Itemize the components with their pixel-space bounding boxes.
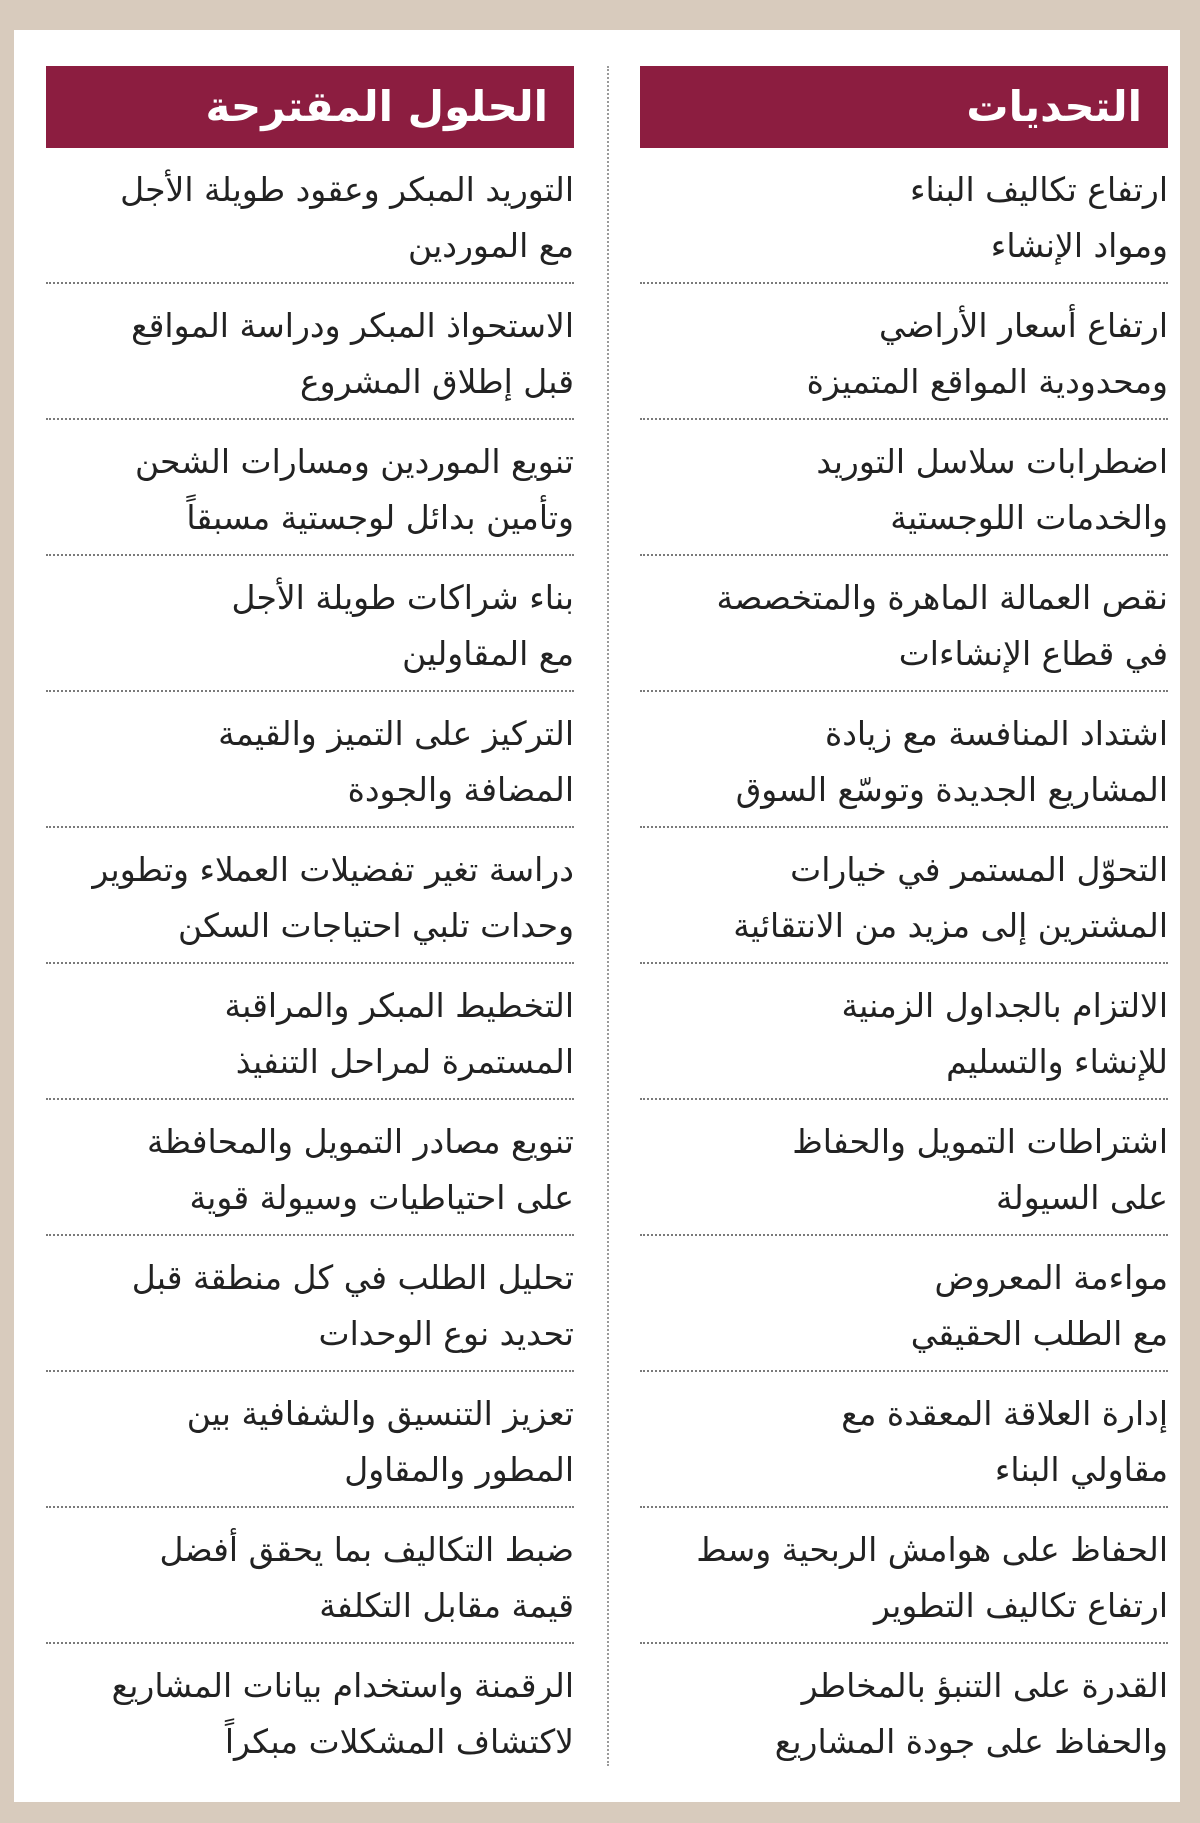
solution-item xyxy=(46,692,574,828)
solution-item xyxy=(46,1100,574,1236)
solutions-column xyxy=(46,66,574,1780)
challenges-column xyxy=(640,66,1168,1780)
item-line: المستمرة لمراحل التنفيذ xyxy=(235,1042,574,1081)
challenge-item xyxy=(640,964,1168,1100)
item-line: ارتفاع تكاليف التطوير xyxy=(873,1586,1168,1625)
item-line: بناء شراكات طويلة الأجل xyxy=(231,578,574,617)
solutions-list xyxy=(46,148,574,1780)
column-divider xyxy=(607,66,609,1766)
item-line: على احتياطيات وسيولة قوية xyxy=(189,1178,574,1217)
item-line: قبل إطلاق المشروع xyxy=(299,362,574,401)
challenges-header: التحديات xyxy=(640,66,1168,148)
item-line: المضافة والجودة xyxy=(347,770,574,809)
item-line: تنويع الموردين ومسارات الشحن xyxy=(134,442,574,481)
item-line: مواءمة المعروض xyxy=(934,1258,1168,1297)
item-line: ومواد الإنشاء xyxy=(990,226,1168,265)
challenge-item xyxy=(640,828,1168,964)
item-line: مقاولي البناء xyxy=(994,1450,1168,1489)
solution-item xyxy=(46,964,574,1100)
item-line: للإنشاء والتسليم xyxy=(946,1042,1168,1081)
item-line: القدرة على التنبؤ بالمخاطر xyxy=(801,1666,1168,1705)
solution-item xyxy=(46,1508,574,1644)
solutions-header: الحلول المقترحة xyxy=(46,66,574,148)
item-line: والخدمات اللوجستية xyxy=(890,498,1168,537)
item-line: تحديد نوع الوحدات xyxy=(318,1314,574,1353)
challenge-item xyxy=(640,692,1168,828)
solution-item xyxy=(46,1644,574,1780)
challenge-item xyxy=(640,420,1168,556)
challenge-item xyxy=(640,1100,1168,1236)
challenge-item xyxy=(640,148,1168,284)
item-line: التحوّل المستمر في خيارات xyxy=(790,850,1168,889)
item-line: ارتفاع أسعار الأراضي xyxy=(878,306,1168,345)
item-line: تعزيز التنسيق والشفافية بين xyxy=(186,1394,574,1433)
item-line: الاستحواذ المبكر ودراسة المواقع xyxy=(131,306,574,345)
item-line: إدارة العلاقة المعقدة مع xyxy=(841,1394,1168,1433)
item-line: اشتراطات التمويل والحفاظ xyxy=(792,1122,1168,1161)
item-line: اشتداد المنافسة مع زيادة xyxy=(824,714,1168,753)
item-line: الرقمنة واستخدام بيانات المشاريع xyxy=(111,1666,574,1705)
item-line: وتأمين بدائل لوجستية مسبقاً xyxy=(186,498,574,537)
item-line: والحفاظ على جودة المشاريع xyxy=(774,1722,1168,1761)
item-line: الحفاظ على هوامش الربحية وسط xyxy=(696,1530,1168,1569)
challenge-item xyxy=(640,1372,1168,1508)
item-line: ضبط التكاليف بما يحقق أفضل xyxy=(159,1530,574,1569)
item-line: ارتفاع تكاليف البناء xyxy=(909,170,1168,209)
item-line: اضطرابات سلاسل التوريد xyxy=(816,442,1168,481)
item-line: المطور والمقاول xyxy=(344,1450,574,1489)
item-line: الالتزام بالجداول الزمنية xyxy=(841,986,1168,1025)
item-line: وحدات تلبي احتياجات السكن xyxy=(178,906,574,945)
challenge-item xyxy=(640,284,1168,420)
solution-item xyxy=(46,828,574,964)
challenge-item xyxy=(640,1644,1168,1780)
challenge-item xyxy=(640,1508,1168,1644)
item-line: على السيولة xyxy=(995,1178,1168,1217)
solution-item xyxy=(46,556,574,692)
item-line: نقص العمالة الماهرة والمتخصصة xyxy=(716,578,1168,617)
item-line: المشاريع الجديدة وتوسّع السوق xyxy=(735,770,1168,809)
challenge-item xyxy=(640,1236,1168,1372)
item-line: لاكتشاف المشكلات مبكراً xyxy=(224,1722,574,1761)
item-line: مع الطلب الحقيقي xyxy=(910,1314,1168,1353)
challenge-item xyxy=(640,556,1168,692)
solution-item xyxy=(46,1236,574,1372)
solution-item xyxy=(46,1372,574,1508)
item-line: مع المقاولين xyxy=(402,634,574,673)
solution-item xyxy=(46,284,574,420)
item-line: مع الموردين xyxy=(407,226,574,265)
item-line: التوريد المبكر وعقود طويلة الأجل xyxy=(120,170,574,209)
item-line: ومحدودية المواقع المتميزة xyxy=(806,362,1168,401)
infographic-card xyxy=(14,30,1180,1802)
item-line: تنويع مصادر التمويل والمحافظة xyxy=(146,1122,574,1161)
item-line: دراسة تغير تفضيلات العملاء وتطوير xyxy=(92,850,574,889)
item-line: في قطاع الإنشاءات xyxy=(898,634,1168,673)
item-line: التخطيط المبكر والمراقبة xyxy=(224,986,574,1025)
item-line: التركيز على التميز والقيمة xyxy=(218,714,574,753)
item-line: قيمة مقابل التكلفة xyxy=(319,1586,574,1625)
solution-item xyxy=(46,420,574,556)
item-line: المشترين إلى مزيد من الانتقائية xyxy=(733,906,1168,945)
solution-item xyxy=(46,148,574,284)
item-line: تحليل الطلب في كل منطقة قبل xyxy=(131,1258,574,1297)
challenges-list xyxy=(640,148,1168,1780)
